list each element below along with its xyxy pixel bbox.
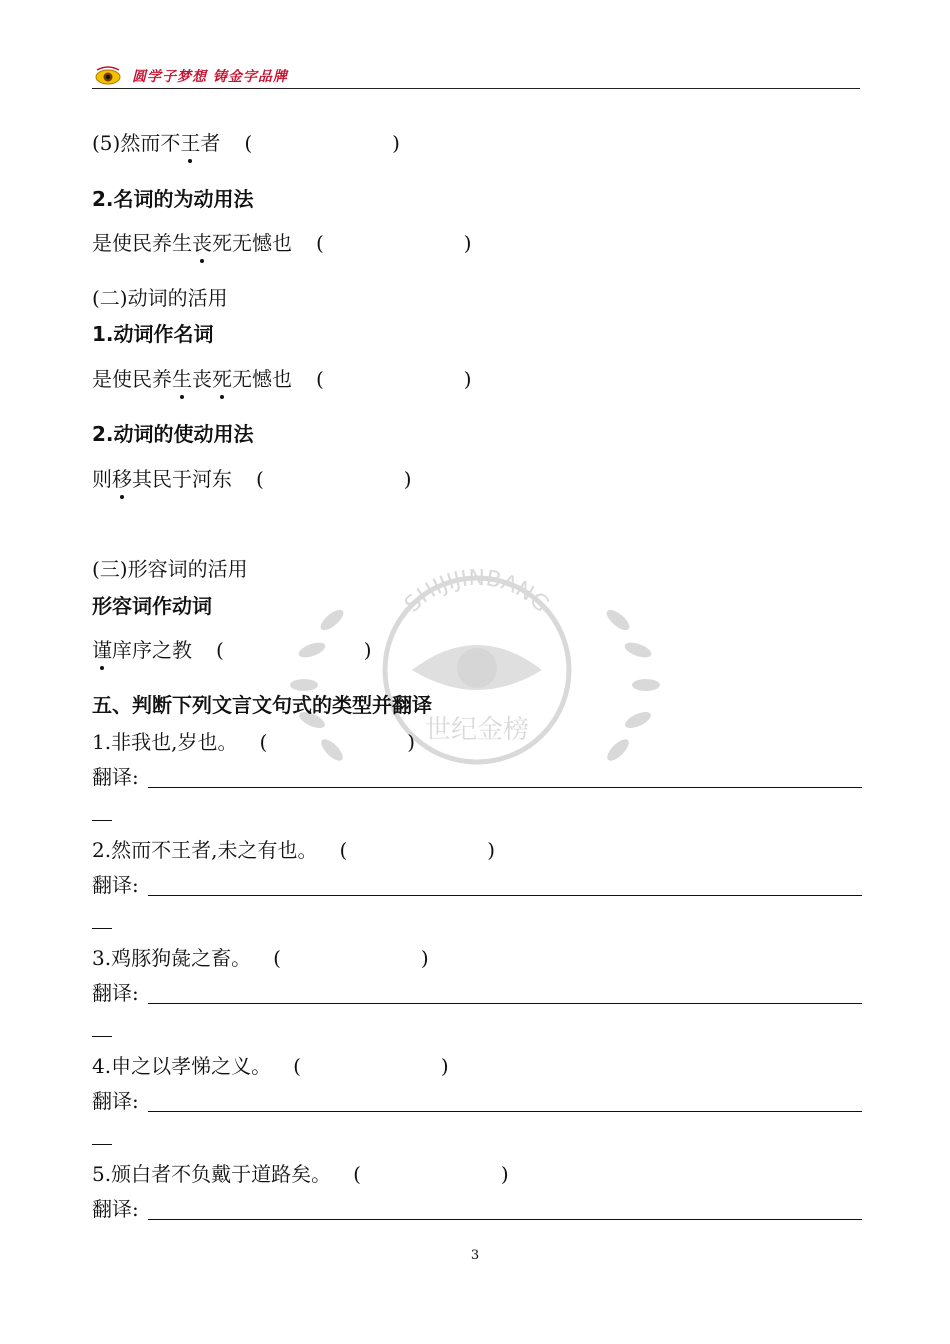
translation-row-4[interactable] — [92, 1088, 862, 1114]
heading-dongci-mingci: 1.动词作名词 — [92, 322, 214, 346]
eye-logo-icon — [94, 66, 122, 86]
heading-dongci: (二)动词的活用 — [92, 286, 228, 310]
question-2 — [92, 837, 495, 863]
sentence-text: 是使民养 — [92, 367, 172, 391]
translation-row-1[interactable] — [92, 764, 862, 790]
watermark-arc-text: SHIJIJINBANG — [400, 565, 554, 618]
laurel-right-icon — [603, 606, 660, 764]
heading-mingci-weidong: 2.名词的为动用法 — [92, 187, 254, 211]
emphasized-char: 谨 — [92, 638, 112, 662]
answer-blank[interactable]: ( ) — [216, 638, 372, 662]
translation-label: 翻译: — [92, 981, 139, 1005]
question-text: 4.申之以孝悌之义。 — [92, 1054, 272, 1078]
emphasized-char: 丧 — [192, 231, 212, 255]
header-slogan: 圆学子梦想 铸金字品牌 — [132, 69, 288, 85]
translation-row-3[interactable] — [92, 980, 862, 1006]
item-sang-si — [92, 230, 472, 256]
answer-blank[interactable]: ( ) — [353, 1162, 509, 1186]
answer-blank[interactable]: ( ) — [244, 131, 400, 155]
sentence-text: 丧 — [192, 367, 212, 391]
answer-line[interactable] — [148, 895, 862, 896]
answer-blank[interactable]: ( ) — [316, 367, 472, 391]
translation-label: 翻译: — [92, 873, 139, 897]
emphasized-char: 王 — [180, 131, 201, 155]
heading-dongci-shidong: 2.动词的使动用法 — [92, 422, 254, 446]
question-4 — [92, 1053, 449, 1079]
answer-line[interactable] — [148, 1111, 862, 1112]
answer-blank[interactable]: ( ) — [316, 231, 472, 255]
page-number: 3 — [470, 1248, 480, 1263]
question-1 — [92, 729, 415, 755]
answer-blank[interactable]: ( ) — [256, 467, 412, 491]
translation-row-5[interactable] — [92, 1196, 862, 1222]
sentence-text: 庠序之教 — [112, 638, 192, 662]
sentence-text: 是使民养生 — [92, 231, 192, 255]
sentence-text: 无憾也 — [232, 367, 292, 391]
question-text: 2.然而不王者,未之有也。 — [92, 838, 318, 862]
emphasized-char: 生 — [172, 367, 192, 391]
answer-blank[interactable]: ( ) — [339, 838, 496, 862]
question-text: 5.颁白者不负戴于道路矣。 — [92, 1162, 332, 1186]
translation-label: 翻译: — [92, 765, 139, 789]
answer-line[interactable] — [148, 1003, 862, 1004]
item-ran-er-bu-wang — [92, 130, 400, 156]
answer-blank[interactable]: ( ) — [259, 730, 416, 754]
answer-blank[interactable]: ( ) — [293, 1054, 449, 1078]
item-yang-sheng-sang-si — [92, 366, 472, 392]
item-jin-xiang-xu — [92, 637, 372, 663]
translation-row-2[interactable] — [92, 872, 862, 898]
line-continuation — [92, 1036, 112, 1037]
translation-label: 翻译: — [92, 1197, 139, 1221]
sentence-text: 则 — [92, 467, 112, 491]
sentence-text: 死无憾也 — [212, 231, 292, 255]
line-continuation — [92, 1144, 112, 1145]
sentence-text: 其民于河东 — [132, 467, 232, 491]
emphasized-char: 移 — [112, 467, 132, 491]
question-text: 1.非我也,岁也。 — [92, 730, 238, 754]
heading-xingrong: (三)形容词的活用 — [92, 557, 248, 581]
heading-xingrong-dongci: 形容词作动词 — [92, 594, 212, 618]
answer-blank[interactable]: ( ) — [273, 946, 429, 970]
question-text: 3.鸡豚狗彘之畜。 — [92, 946, 252, 970]
emphasized-char: 死 — [212, 367, 232, 391]
page-header — [92, 64, 860, 89]
question-3 — [92, 945, 429, 971]
sentence-text: (5)然而不 — [92, 131, 181, 155]
answer-line[interactable] — [148, 1219, 862, 1220]
eye-watermark-icon — [412, 645, 542, 690]
item-yi-qi-min — [92, 466, 412, 492]
question-5 — [92, 1161, 509, 1187]
line-continuation — [92, 928, 112, 929]
sentence-text: 者 — [200, 131, 221, 155]
heading-section-five: 五、判断下列文言文句式的类型并翻译 — [92, 693, 432, 717]
line-continuation — [92, 820, 112, 821]
watermark-seal-text: 世纪金榜 — [424, 715, 530, 745]
answer-line[interactable] — [148, 787, 862, 788]
translation-label: 翻译: — [92, 1089, 139, 1113]
